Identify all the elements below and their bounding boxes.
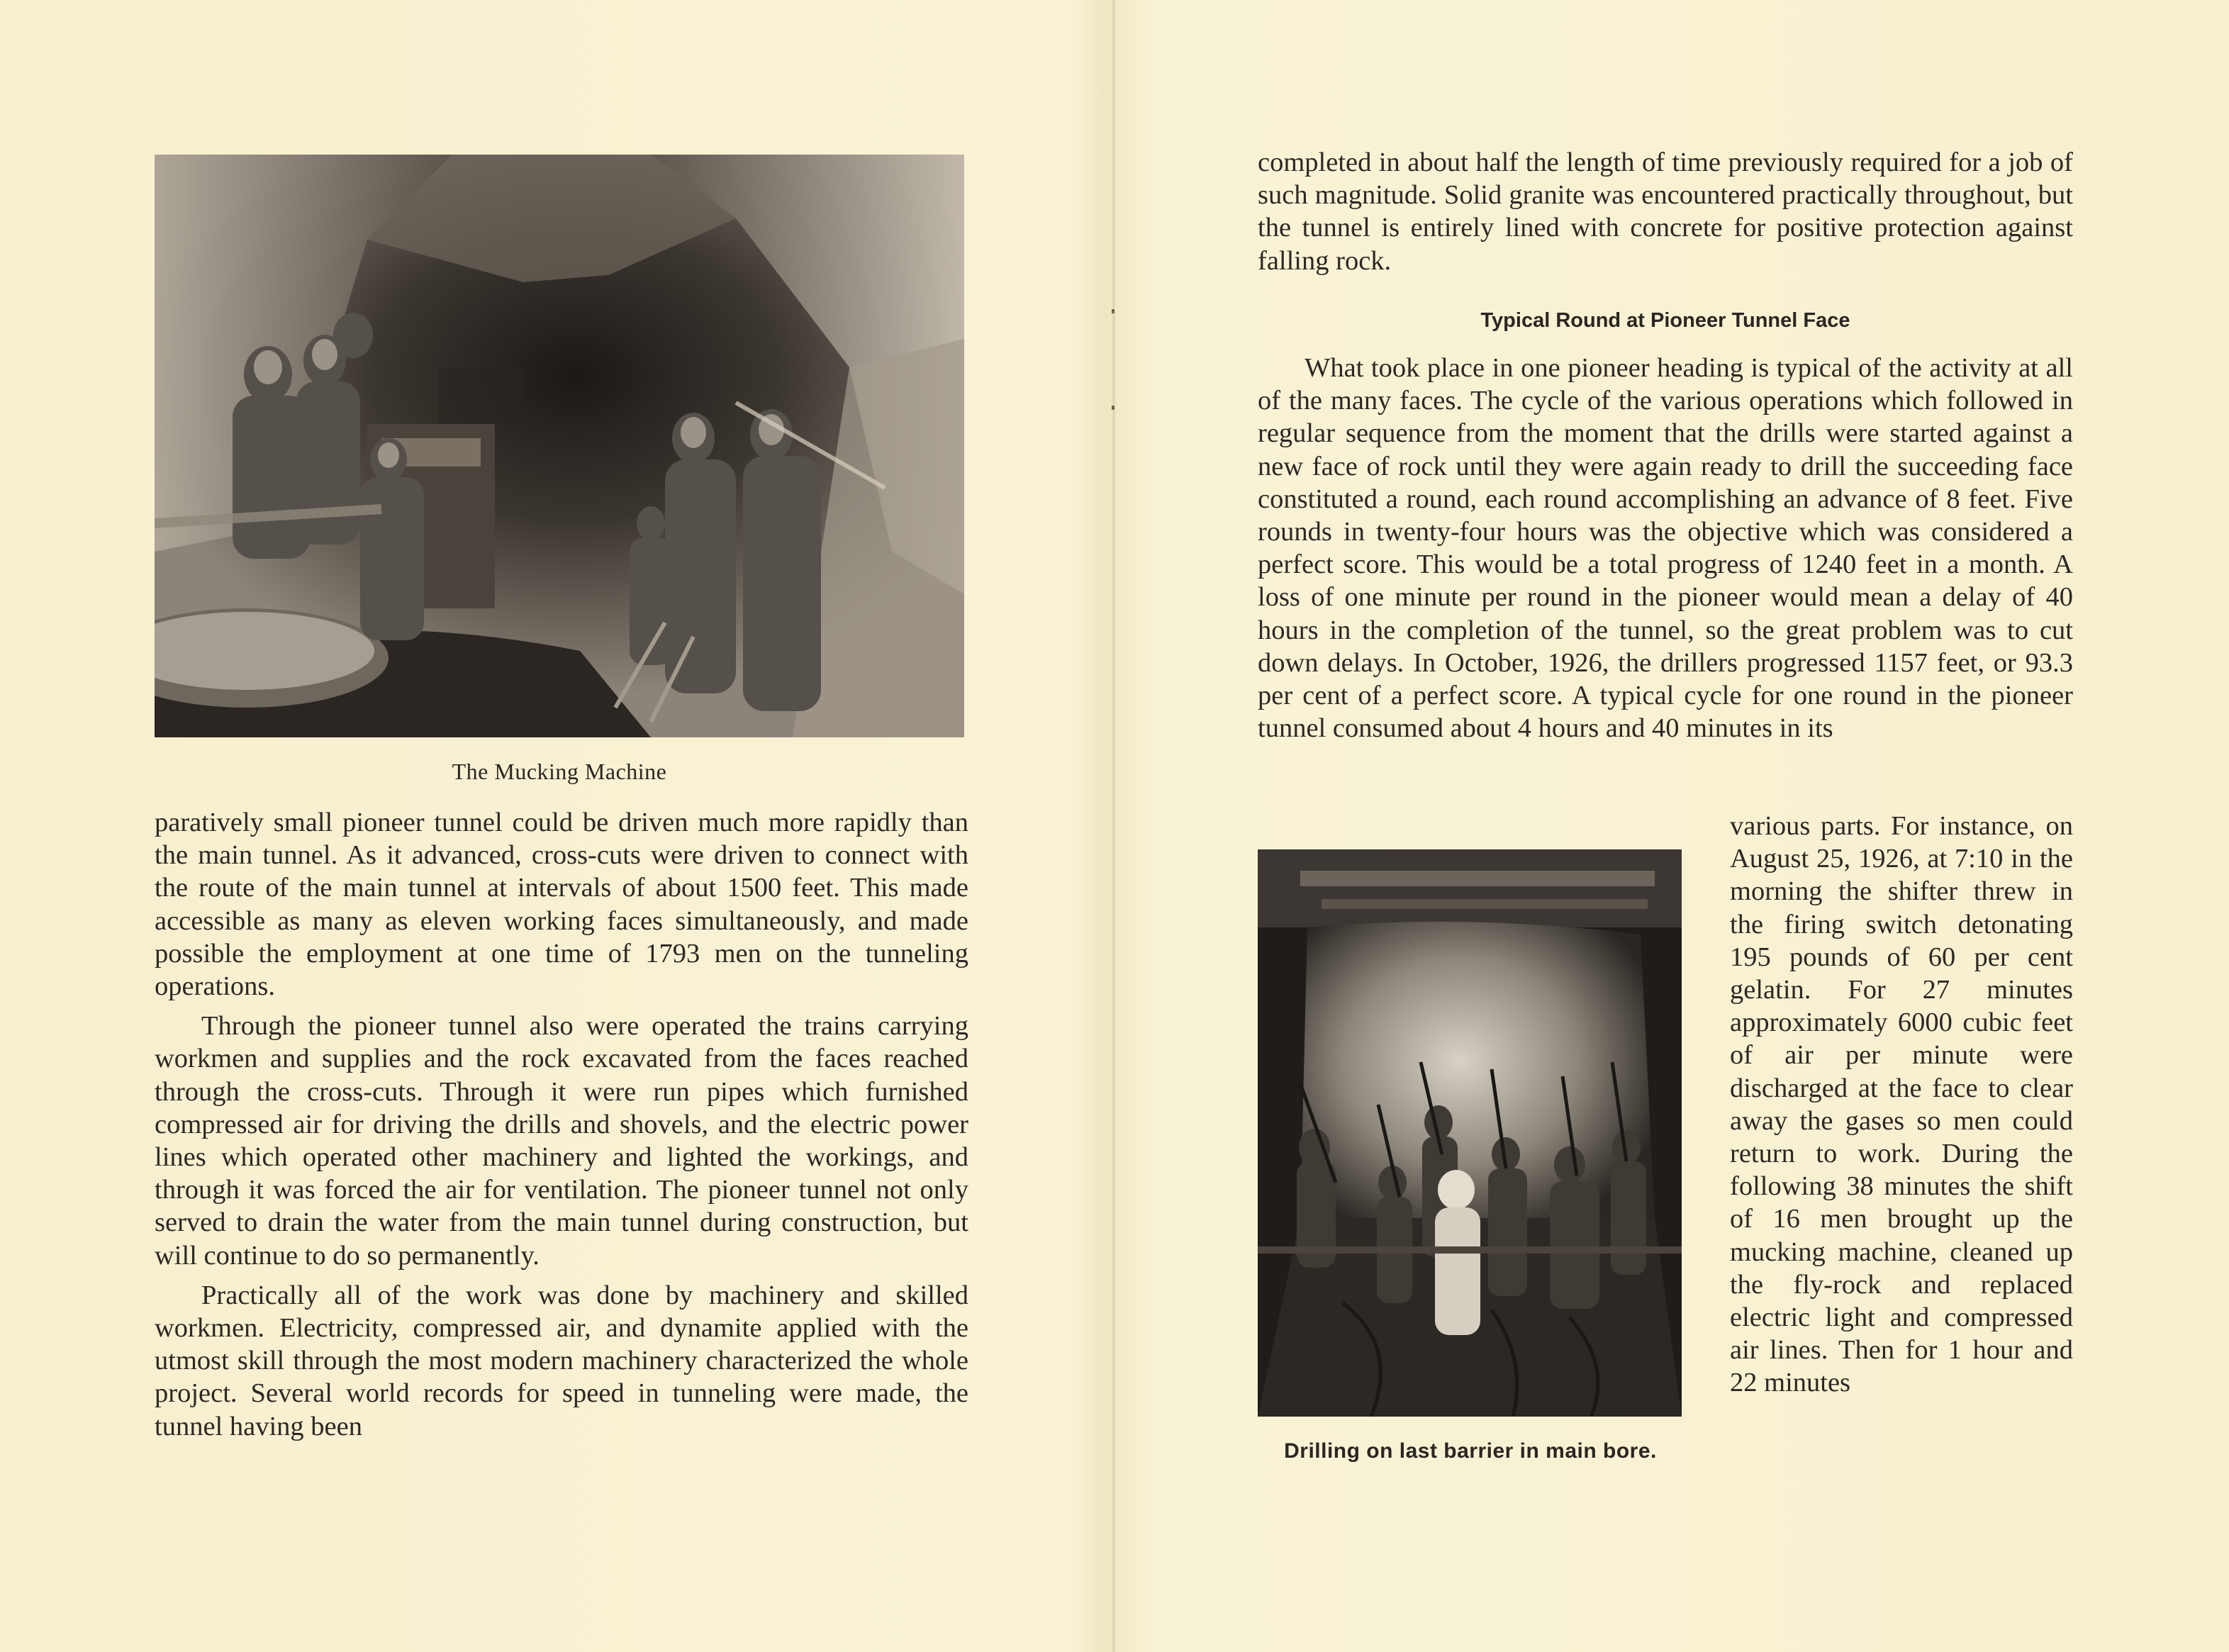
mucking-machine-image (155, 155, 964, 737)
page-mark (1112, 406, 1114, 410)
left-paragraph-3: Practically all of the work was done by machinery and skilled workmen. Electricity, compressed air, and dynamite applied with the utmost skill through the most modern machinery characterized the whole project. Several world records for speed in tunneling were made, the tunnel having been (155, 1280, 968, 1441)
drilling-barrier-image (1258, 849, 1682, 1417)
right-top-text (1258, 146, 2073, 277)
right-page (1116, 0, 2229, 1652)
right-column-text (1730, 810, 2073, 1400)
drilling-caption: Drilling on last barrier in main bore. (1284, 1439, 1657, 1463)
left-paragraph-2: Through the pioneer tunnel also were operated the trains carrying workmen and supplies and the rock excavated from the faces reached through the cross-cuts. Through it were run pipes which furnished compressed air for driving the drills and shovels, and the electric power lines which operated other machinery and lighted the workings, and through it was forced the air for ventilation. The pioneer tunnel not only served to drain the water from the main tunnel during construction, but will continue to do so permanently. (155, 1011, 968, 1271)
right-main-text (1258, 352, 2073, 744)
section-heading: Typical Round at Pioneer Tunnel Face (1480, 309, 1850, 332)
right-paragraph-1: completed in about half the length of time previously required for a job of such magnitude. Solid granite was encountered practically throughout, but the tunnel is entirely lined with concrete for positive protection against falling rock. (1258, 147, 2073, 276)
mucking-machine-photo (155, 155, 964, 737)
left-page (0, 0, 1113, 1652)
left-paragraph-1: paratively small pioneer tunnel could be driven much more rapidly than the main tunnel. As it advanced, cross-cuts were driven to connect with the route of the main tunnel at intervals of about 1500 feet. This made accessible as many as eleven working faces simultaneously, and made possible the employment at one time of 1793 men on the tunneling operations. (155, 808, 968, 1002)
left-body-text (155, 806, 968, 1443)
page-mark (1112, 309, 1114, 313)
drilling-photo (1258, 849, 1682, 1417)
mucking-machine-caption: The Mucking Machine (452, 759, 667, 784)
right-column-paragraph: various parts. For instance, on August 25, 1926, at 7:10 in the morning the shifter threw in the firing switch detonating 195 pounds of 60 per cent gelatin. For 27 minutes approximately 6000 cubic feet of air per minute were discharged at the face to clear away the gases so men could return to work. During the following 38 minutes the shift of 16 men brought up the mucking machine, cleaned up the fly-rock and replaced electric light and compressed air lines. Then for 1 hour and 22 minutes (1730, 811, 2073, 1398)
right-paragraph-2: What took place in one pioneer heading is typical of the activity at all of the many faces. The cycle of the various operations which followed in regular sequence from the moment that the drills were started against a new face of rock until they were again ready to drill the succeeding face constituted a round, each round accomplishing an advance of 8 feet. Five rounds in twenty-four hours was the objective which was considered a perfect score. This would be a total progress of 1240 feet in a month. A loss of one minute per round in the pioneer would mean a delay of 40 hours in the completion of the tunnel, so the great problem was to cut down delays. In October, 1926, the drillers progressed 1157 feet, or 93.3 per cent of a perfect score. A typical cycle for one round in the pioneer tunnel consumed about 4 hours and 40 minutes in its (1258, 353, 2073, 744)
